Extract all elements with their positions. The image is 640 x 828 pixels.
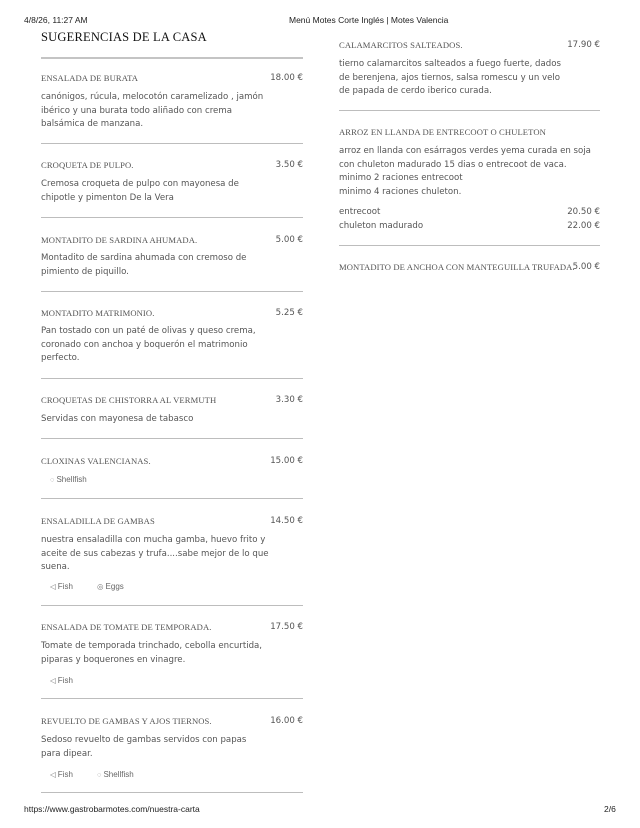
item-name: REVUELTO DE GAMBAS Y AJOS TIERNOS. — [41, 716, 212, 726]
item-name: CROQUETAS DE CHISTORRA AL VERMUTH — [41, 395, 217, 405]
item-name: MONTADITO DE SARDINA AHUMADA. — [41, 235, 198, 245]
item-price: 14.50 € — [270, 516, 303, 526]
divider — [41, 792, 303, 793]
item-name: CROQUETA DE PULPO. — [41, 160, 134, 170]
fish-icon: ◁ — [50, 676, 56, 685]
item-name: ENSALADILLA DE GAMBAS — [41, 516, 155, 526]
page-url: https://www.gastrobarmotes.com/nuestra-carta — [24, 804, 200, 814]
item-description: Servidas con mayonesa de tabasco — [41, 414, 194, 424]
shellfish-icon: ◌ — [97, 770, 102, 779]
allergen-tag-fish: ◁ Fish — [50, 770, 73, 779]
allergen-tag-fish: ◁ Fish — [50, 676, 73, 685]
divider — [41, 378, 303, 379]
item-price: 5.25 € — [275, 308, 303, 318]
eggs-icon: ◎ — [97, 582, 104, 591]
divider — [41, 698, 303, 699]
item-name: CALAMARCITOS SALTEADOS. — [339, 40, 463, 50]
shellfish-icon: ◌ — [50, 475, 55, 484]
item-name: CLOXINAS VALENCIANAS. — [41, 456, 151, 466]
divider — [41, 605, 303, 606]
item-price: 17.50 € — [270, 622, 303, 632]
print-page-title: Menú Motes Corte Inglés | Motes Valencia — [289, 15, 449, 25]
item-description: Sedoso revuelto de gambas servidos con papas para dipear. — [41, 735, 247, 759]
item-name: ENSALADA DE TOMATE DE TEMPORADA. — [41, 622, 212, 632]
divider — [41, 143, 303, 144]
option-price: 20.50 € — [567, 207, 600, 217]
allergen-tag-shellfish: ◌ Shellfish — [50, 475, 87, 484]
item-price: 5.00 € — [572, 262, 600, 272]
item-description: Cremosa croqueta de pulpo con mayonesa de chipotle y pimenton De la Vera — [41, 179, 239, 203]
item-price: 15.00 € — [270, 456, 303, 466]
item-description: nuestra ensaladilla con mucha gamba, huevo frito y aceite de sus cabezas y trufa....sabe mejor de lo que suena. — [41, 535, 269, 572]
item-name: MONTADITO MATRIMONIO. — [41, 308, 155, 318]
item-price: 5.00 € — [275, 235, 303, 245]
item-description: canónigos, rúcula, melocotón caramelizado , jamón ibérico y una burata todo aliñado con crema balsámica de manzana. — [41, 92, 264, 129]
divider — [41, 498, 303, 499]
item-description: tierno calamarcitos salteados a fuego fuerte, dados de berenjena, ajos tiernos, salsa romescu y un velo de papada de cerdo iberico curada. — [339, 59, 561, 96]
item-name: ARROZ EN LLANDA DE ENTRECOOT O CHULETON — [339, 127, 546, 137]
divider — [41, 438, 303, 439]
item-description: Tomate de temporada trinchado, cebolla encurtida, piparas y boquerones en vinagre. — [41, 641, 263, 665]
fish-icon: ◁ — [50, 770, 56, 779]
item-price: 3.30 € — [275, 395, 303, 405]
option-label: chuleton madurado — [339, 221, 424, 231]
section-title: SUGERENCIAS DE LA CASA — [41, 30, 207, 44]
item-name: MONTADITO DE ANCHOA CON MANTEGUILLA TRUFADA. — [339, 262, 575, 272]
item-name: ENSALADA DE BURATA — [41, 73, 139, 83]
divider — [41, 291, 303, 292]
divider — [339, 110, 600, 111]
print-datetime: 4/8/26, 11:27 AM — [24, 15, 88, 25]
item-price: 18.00 € — [270, 73, 303, 83]
item-price: 17.90 € — [567, 40, 600, 50]
item-description: Montadito de sardina ahumada con cremoso de pimiento de piquillo. — [41, 253, 247, 277]
item-price: 3.50 € — [275, 160, 303, 170]
fish-icon: ◁ — [50, 582, 56, 591]
divider — [41, 217, 303, 218]
option-price: 22.00 € — [567, 221, 600, 231]
allergen-tag-shellfish: ◌ Shellfish — [97, 770, 134, 779]
page-number: 2/6 — [604, 804, 616, 814]
allergen-tag-fish: ◁ Fish — [50, 582, 73, 591]
divider — [41, 57, 303, 59]
option-label: entrecoot — [339, 207, 381, 217]
item-description: arroz en llanda con esárragos verdes yema curada en soja con chuleton madurado 15 dias o entrecoot de vaca. minimo 2 raciones entrecoot minimo 4 raciones chuleton. — [339, 146, 591, 197]
divider — [339, 245, 600, 246]
item-description: Pan tostado con un paté de olivas y queso crema, coronado con anchoa y boquerón el matrimonio perfecto. — [41, 326, 256, 363]
allergen-tag-eggs: ◎ Eggs — [97, 582, 124, 591]
item-price: 16.00 € — [270, 716, 303, 726]
